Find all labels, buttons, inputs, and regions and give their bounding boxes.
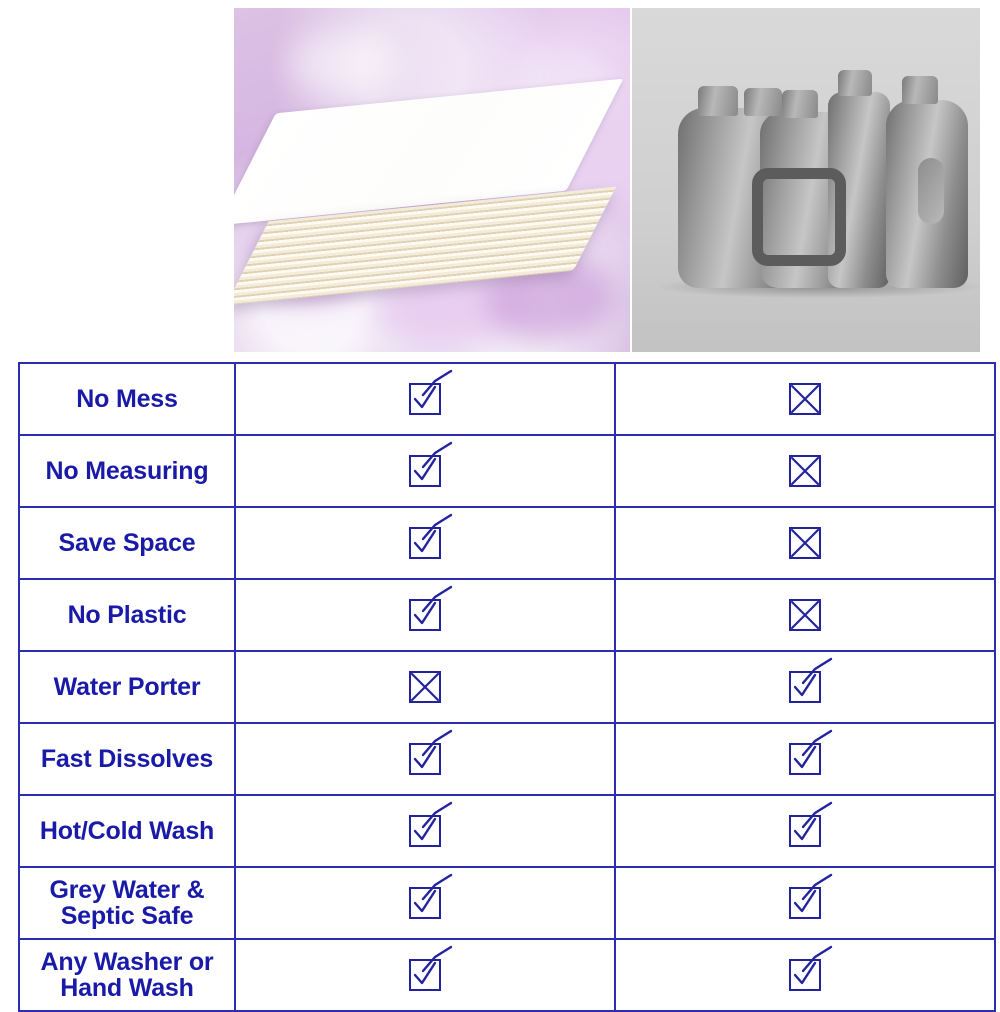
feature-label: No Plastic [19,579,235,651]
checkbox-checked-icon [409,455,441,487]
bottle-cap [782,90,818,118]
checkbox-crossed-icon [789,455,821,487]
comparison-table-body [19,363,995,1011]
cell-bottles [615,435,995,507]
feature-label: Hot/Cold Wash [19,795,235,867]
cell-sheets [235,867,615,939]
cell-sheets [235,795,615,867]
bottle-cap [902,76,938,104]
detergent-bottles-image [632,8,980,352]
cell-bottles [615,867,995,939]
checkbox-checked-icon [409,383,441,415]
checkbox-checked-icon [409,887,441,919]
table-row [19,363,995,435]
cross-mark-icon [791,601,819,629]
table-row [19,867,995,939]
check-mark-icon [791,817,819,845]
cell-sheets [235,507,615,579]
cell-sheets [235,435,615,507]
feature-label: No Mess [19,363,235,435]
bottle-handle [752,168,846,266]
bottle-grip [918,158,944,224]
comparison-table [18,362,996,1012]
checkbox-checked-icon [789,743,821,775]
sheet-stack [256,96,612,296]
decorative-blob [290,32,400,96]
checkbox-crossed-icon [789,599,821,631]
check-mark-icon [411,601,439,629]
check-mark-icon [791,745,819,773]
cell-bottles [615,579,995,651]
checkbox-checked-icon [409,743,441,775]
bottle-cap [744,88,782,116]
check-mark-icon [411,817,439,845]
bottle-cap [838,70,872,96]
checkbox-crossed-icon [409,671,441,703]
cross-mark-icon [791,457,819,485]
table-row [19,579,995,651]
checkbox-checked-icon [409,959,441,991]
cell-sheets [235,651,615,723]
cell-bottles [615,651,995,723]
feature-label: Fast Dissolves [19,723,235,795]
feature-label: No Measuring [19,435,235,507]
checkbox-checked-icon [409,527,441,559]
feature-label: Water Porter [19,651,235,723]
check-mark-icon [411,457,439,485]
check-mark-icon [411,385,439,413]
cross-mark-icon [791,385,819,413]
check-mark-icon [791,889,819,917]
check-mark-icon [411,961,439,989]
table-row [19,939,995,1011]
table-row [19,651,995,723]
table-row [19,723,995,795]
table-row [19,795,995,867]
cell-bottles [615,795,995,867]
cell-bottles [615,723,995,795]
cell-sheets [235,363,615,435]
cross-mark-icon [791,529,819,557]
feature-label: Save Space [19,507,235,579]
checkbox-crossed-icon [789,527,821,559]
checkbox-checked-icon [789,959,821,991]
checkbox-crossed-icon [789,383,821,415]
checkbox-checked-icon [409,815,441,847]
cell-bottles [615,363,995,435]
cell-bottles [615,507,995,579]
check-mark-icon [791,673,819,701]
checkbox-checked-icon [789,671,821,703]
checkbox-checked-icon [789,887,821,919]
cell-sheets [235,579,615,651]
cross-mark-icon [411,673,439,701]
cell-sheets [235,939,615,1011]
cell-sheets [235,723,615,795]
hero-images [0,0,1000,352]
feature-label: Any Washer or Hand Wash [19,939,235,1011]
bottle-cap [698,86,738,116]
feature-label: Grey Water & Septic Safe [19,867,235,939]
check-mark-icon [411,745,439,773]
check-mark-icon [411,889,439,917]
comparison-table-wrap [18,362,982,1012]
cell-bottles [615,939,995,1011]
check-mark-icon [411,529,439,557]
check-mark-icon [791,961,819,989]
checkbox-checked-icon [409,599,441,631]
detergent-sheets-image [234,8,630,352]
table-row [19,507,995,579]
table-row [19,435,995,507]
checkbox-checked-icon [789,815,821,847]
